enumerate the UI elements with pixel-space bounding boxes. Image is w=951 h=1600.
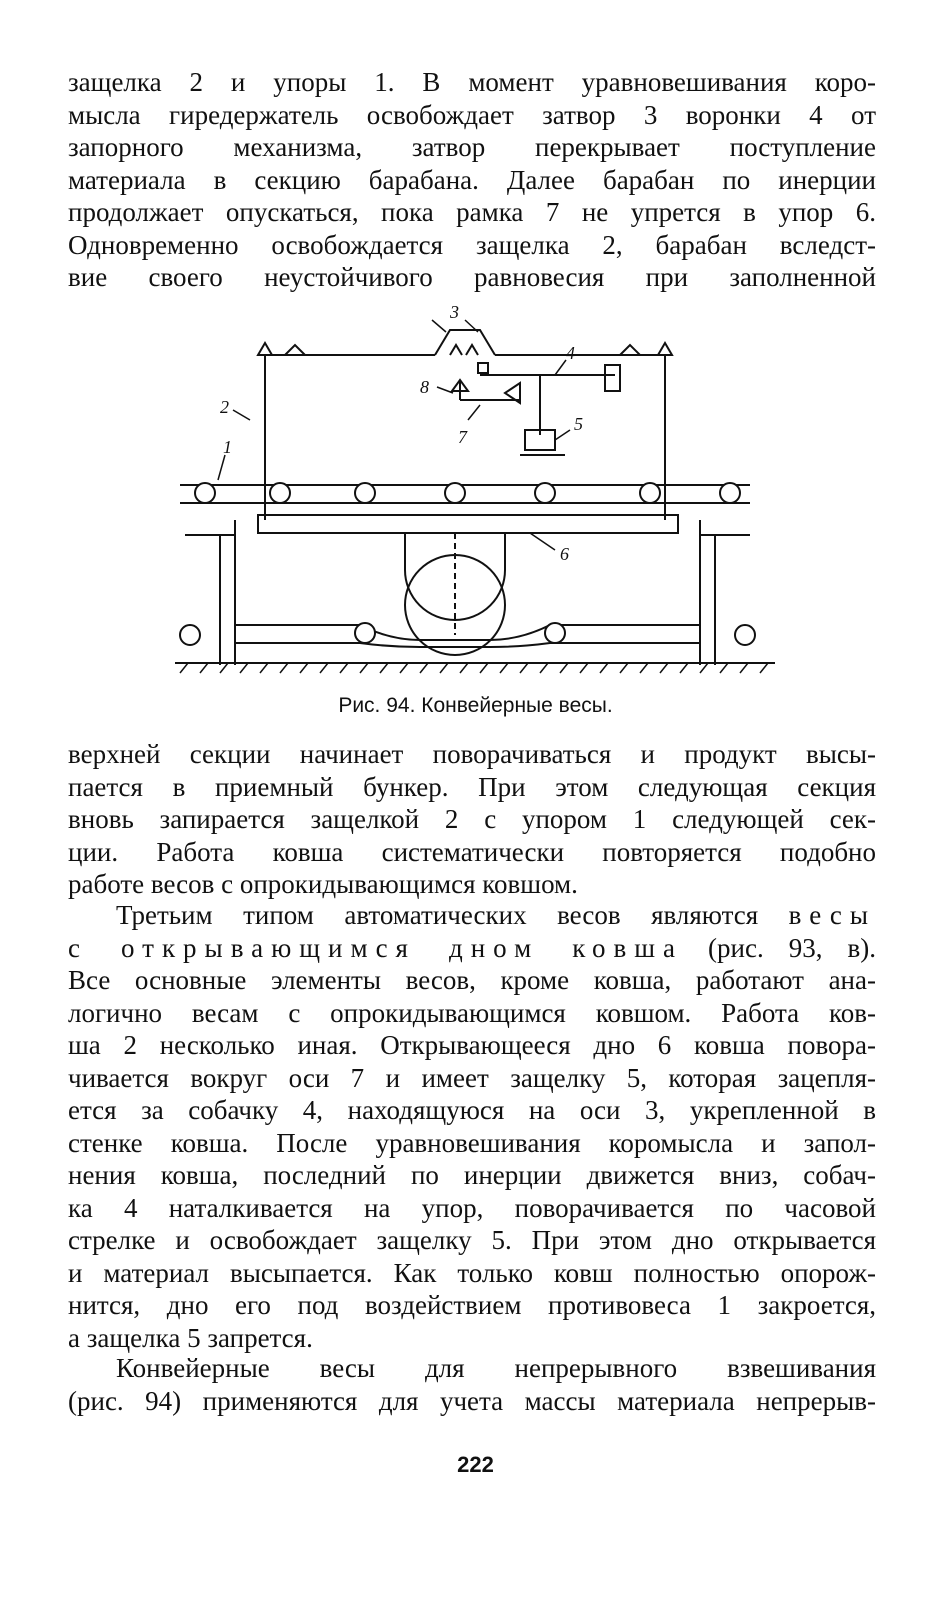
text-line: работе весов с опрокидывающимся ковшом. [68,869,578,899]
text-line: мысла гиредержатель освобождает затвор 3 воронки 4 от [68,99,876,130]
top-paragraph [68,66,876,294]
figure-caption: Рис. 94. Конвейерные весы. [338,694,613,717]
text-line: и материал высыпается. Как только ковш полностью опорож- [68,1257,876,1288]
text-line: вновь запирается защелкой 2 с упором 1 следующей сек- [68,804,876,834]
text-line: запорного механизма, затвор перекрывает поступление [68,132,876,162]
text-line: вие своего неустойчивого равновесия при заполненной [68,262,876,292]
conveyor-scales-diagram [150,295,800,695]
spaced-term: с открывающимся дном ковша [68,932,684,963]
page-number: 222 [457,1452,494,1477]
text-line: верхней секции начинает поворачиваться и продукт высы- [68,739,876,769]
text-line: стенке ковша. После уравновешивания коромысла и запол- [68,1127,876,1158]
text-line: Все основные элементы весов, кроме ковша, работают ана- [68,965,876,995]
text-line: Конвейерные весы для непрерывного взвешивания [116,1353,876,1383]
figure-label-3: 3 [450,302,459,322]
paragraph-2 [68,899,876,1354]
spaced-term: весы [788,900,877,930]
paragraph-1 [68,738,876,901]
text-line: ется за собачку 4, находящуюся на оси 3, укрепленной в [68,1095,876,1125]
figure-label-1: 1 [223,437,232,457]
text-line: Третьим типом автоматических весов являются весы [116,900,877,930]
text-line: ша 2 несколько иная. Открывающееся дно 6 ковша повора- [68,1030,876,1060]
figure-label-8: 8 [420,377,429,397]
figure-label-2: 2 [220,397,229,417]
text-line: Одновременно освобождается защелка 2, барабан вследст- [68,229,876,260]
text-line: пается в приемный бункер. При этом следующая секция [68,771,876,802]
figure-label-6: 6 [560,544,569,564]
figure-label-4: 4 [566,343,575,363]
text-line: стрелке и освобождает защелку 5. При этом дно открывается [68,1225,876,1255]
text-line: продолжает опускаться, пока рамка 7 не упрется в упор 6. [68,197,876,227]
text-line: ции. Работа ковша систематически повторяется подобно [68,836,876,867]
text-line: нится, дно его под воздействием противовеса 1 закроется, [68,1290,876,1320]
paragraph-3 [68,1352,876,1417]
text-line: материала в секцию барабана. Далее барабан по инерции [68,164,876,195]
text-line: а защелка 5 запрется. [68,1322,313,1353]
text-line: ка 4 наталкивается на упор, поворачивается по часовой [68,1192,876,1223]
text-line: с открывающимся дном ковша (рис. 93, в). [68,932,876,963]
text-line: логично весам с опрокидывающимся ковшом. Работа ков- [68,997,876,1028]
figure-label-5: 5 [574,414,583,434]
text-line: чивается вокруг оси 7 и имеет защелку 5, которая зацепля- [68,1062,876,1093]
figure-label-7: 7 [458,427,467,447]
text-line: нения ковша, последний по инерции движется вниз, собач- [68,1160,876,1190]
text-line: защелка 2 и упоры 1. В момент уравновешивания коро- [68,67,876,97]
text-line: (рис. 94) применяются для учета массы материала непрерыв- [68,1385,876,1416]
